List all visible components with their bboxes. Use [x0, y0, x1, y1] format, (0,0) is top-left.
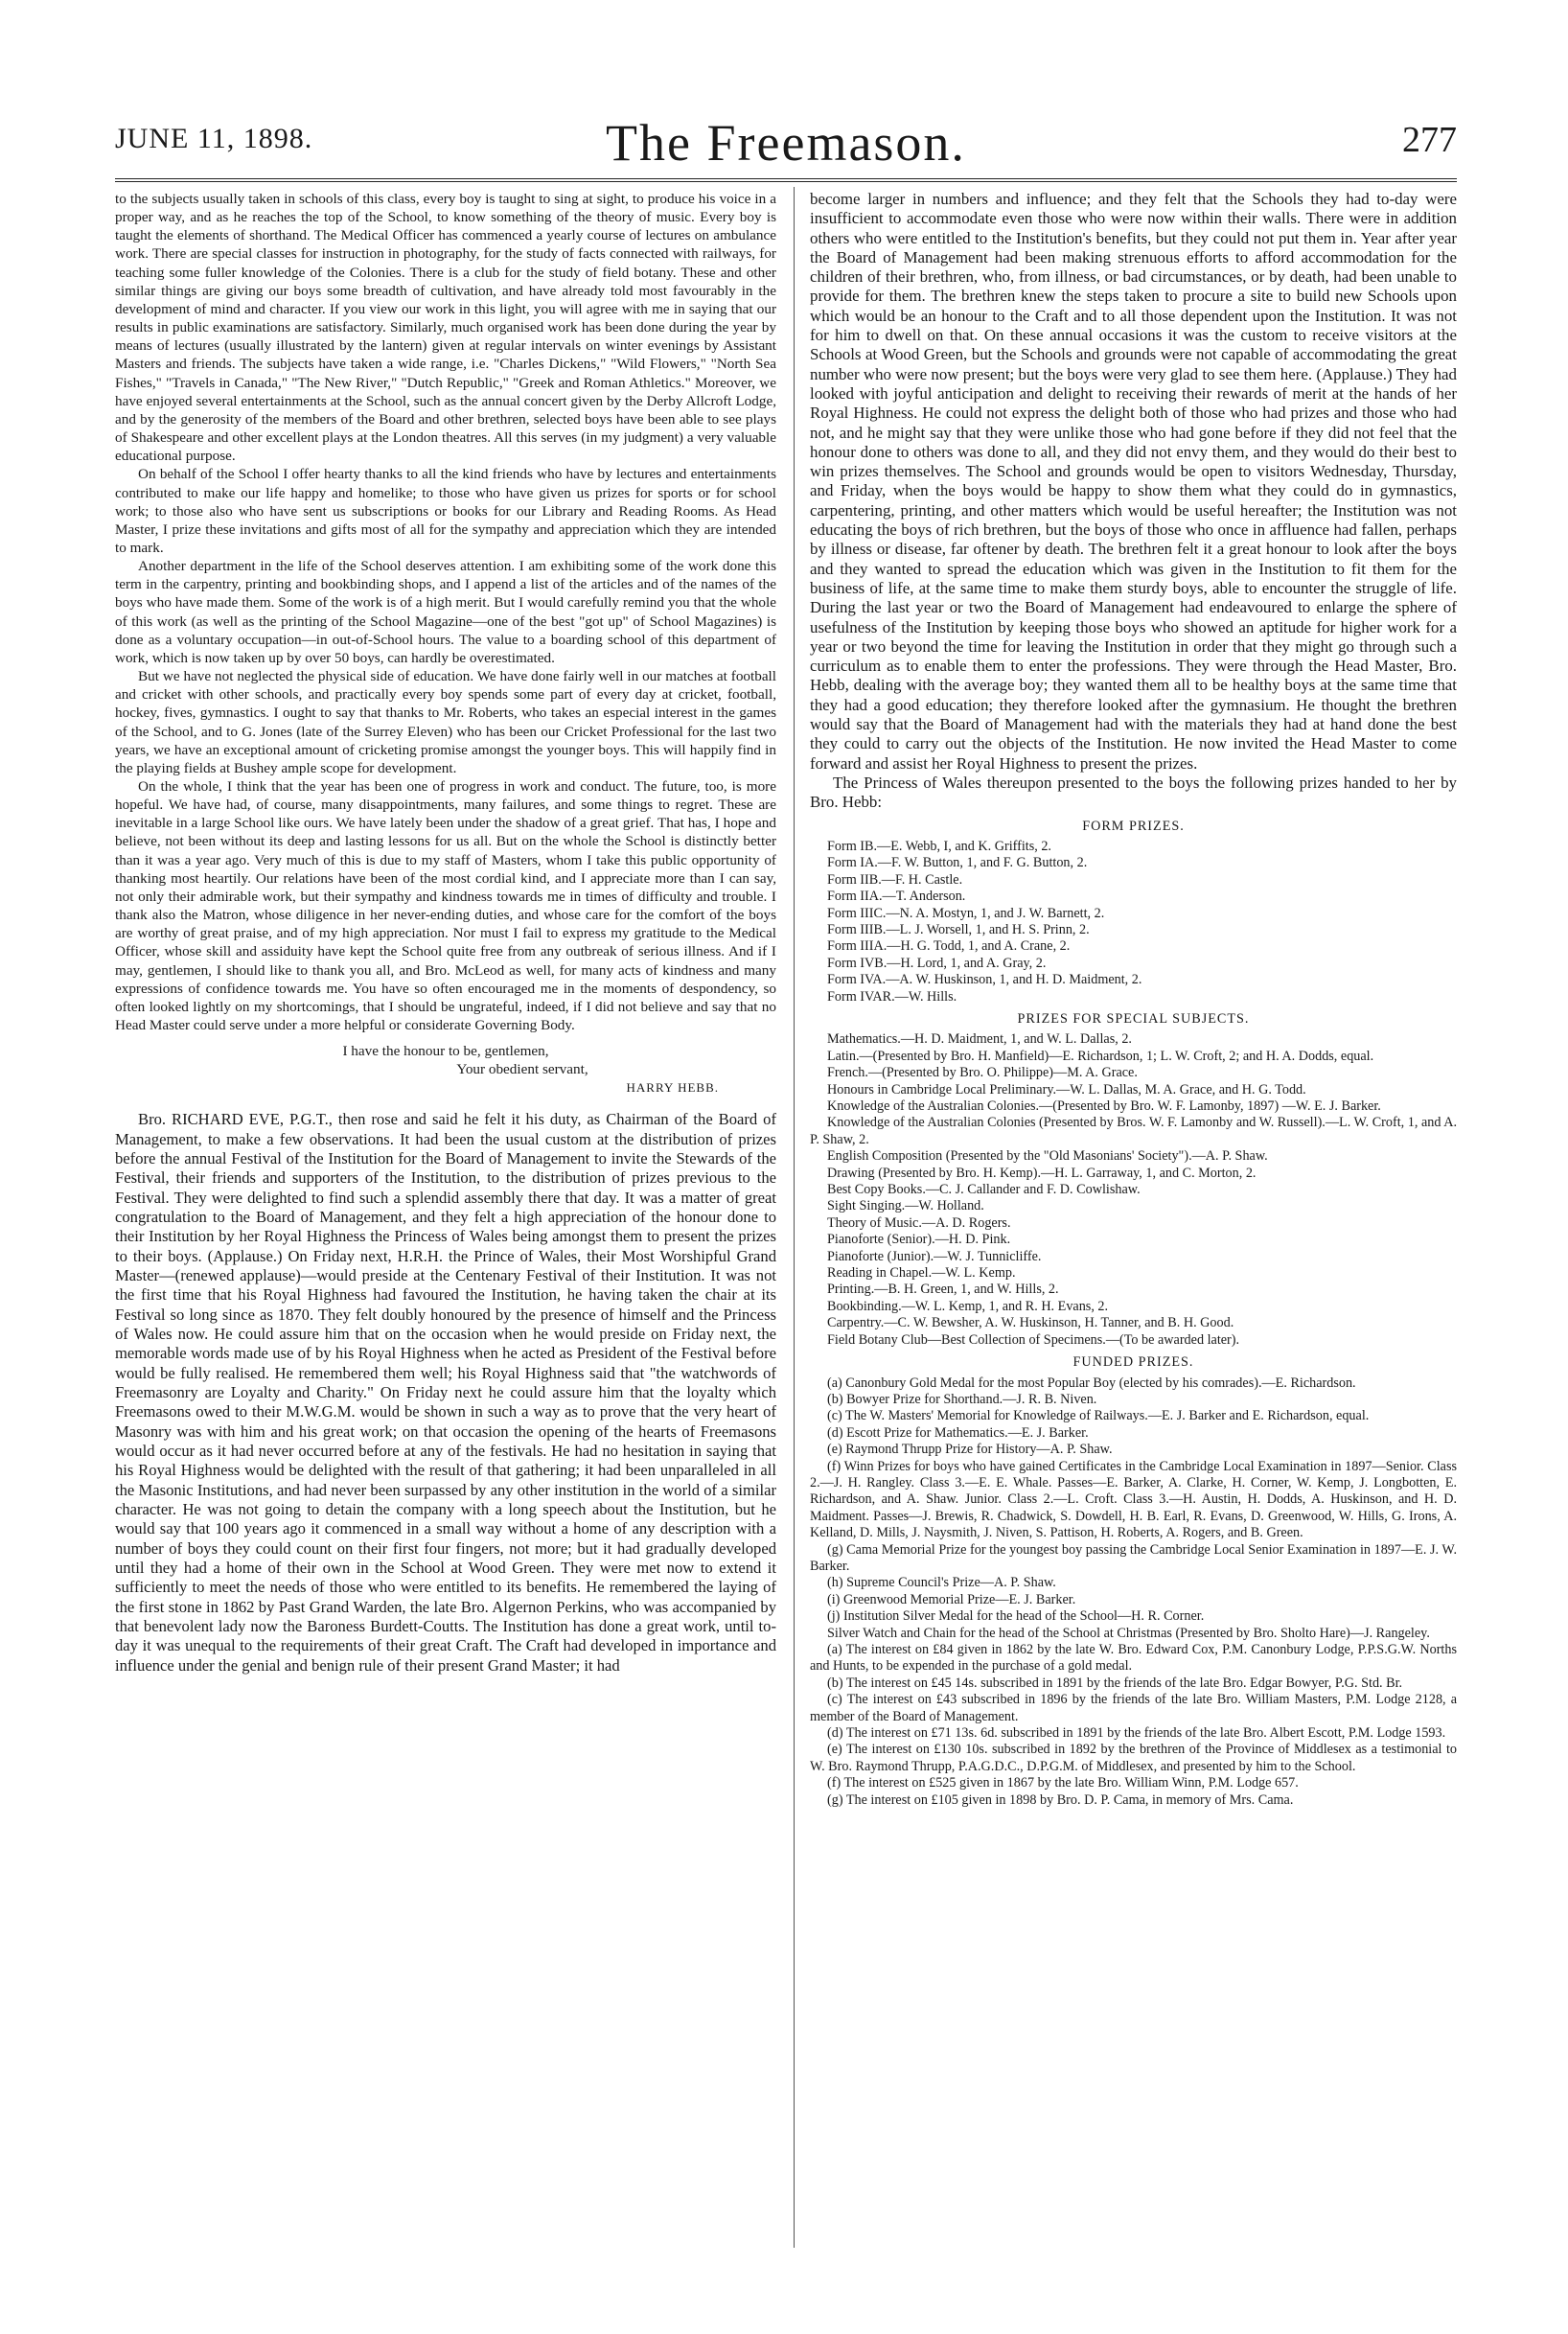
list-item: Form IIB.—F. H. Castle.: [827, 871, 963, 888]
list-item: (b) Bowyer Prize for Shorthand.—J. R. B. Niven.: [827, 1391, 1097, 1407]
form-prizes-heading: FORM PRIZES.: [1082, 818, 1185, 834]
list-item: Form IA.—F. W. Button, 1, and F. G. Button, 2.: [827, 855, 1088, 871]
prize-lists: [810, 819, 1457, 1810]
list-item: Theory of Music.—A. D. Rogers.: [827, 1214, 1011, 1231]
header-rule: [115, 178, 1457, 182]
list-item: (b) The interest on £45 14s. subscribed in 1891 by the friends of the late Bro. Edgar Bowyer, P.G. Std. Br.: [827, 1675, 1403, 1691]
list-item: Carpentry.—C. W. Bewsher, A. W. Huskinson, H. Tanner, and B. H. Good.: [827, 1315, 1234, 1331]
list-item: Silver Watch and Chain for the head of the School at Christmas (Presented by Bro. Sholto Hare)—J. Rangeley.: [827, 1625, 1430, 1641]
masthead: [115, 113, 1457, 180]
list-item: Form IVA.—A. W. Huskinson, 1, and H. D. Maidment, 2.: [827, 972, 1142, 988]
special-prizes-list: [810, 1031, 1457, 1349]
funded-prizes-list: [810, 1375, 1457, 1810]
list-item: Best Copy Books.—C. J. Callander and F. D. Cowlishaw.: [827, 1182, 1141, 1198]
signoff-line: Your obedient servant,: [456, 1061, 588, 1078]
list-item: Drawing (Presented by Bro. H. Kemp).—H. L. Garraway, 1, and C. Morton, 2.: [827, 1165, 1257, 1181]
issue-date: JUNE 11, 1898.: [115, 123, 313, 154]
signoff-name: HARRY HEBB.: [626, 1080, 719, 1096]
list-item: Pianoforte (Senior).—H. D. Pink.: [827, 1232, 1011, 1248]
page-number: 277: [1402, 120, 1457, 160]
list-item: (g) Cama Memorial Prize for the youngest boy passing the Cambridge Local Senior Examination in 1897—E. J. W. Barker.: [810, 1541, 1457, 1574]
list-item: (d) The interest on £71 13s. 6d. subscribed in 1891 by the friends of the late Bro. Albert Escott, P.M. Lodge 1593.: [827, 1725, 1446, 1742]
list-item: Form IIIB.—L. J. Worsell, 1, and H. S. Prinn, 2.: [827, 921, 1090, 937]
speech-paragraph: Bro. RICHARD EVE, P.G.T., then rose and said he felt it his duty, as Chairman of the Board of Management, to make a few observations. It had been the usual custom at the distribution of prizes before the annual Festival of the Institution for the Board of Management to invite the Stewards of the Festival, their friends and supporters of the Institution, to the distribution of prizes previous to the Festival. They were delighted to find such a splendid assembly there that day. It was a matter of great congratulation to the Board of Management, and they felt a high appreciation of the honour done to their Institution by her Royal Highness the Princess of Wales being amongst them to present the prizes to their boys. (Applause.) On Friday next, H.R.H. the Prince of Wales, their Most Worshipful Grand Master—(renewed applause)—would preside at the Centenary Festival of their Institution. It was not the first time that his Royal Highness had favoured the Institution, he having taken the chair at its Festival so long since as 1870. They felt doubly honoured by the presence of himself and the Princess of Wales now. He could assure him that on the occasion when he would preside on Friday next, the memorable words made use of by his Royal Highness when he acted as President of the Festival before would be fully realised. He remembered them well; his Royal Highness said that "the watchwords of Freemasonry are Loyalty and Charity." On Friday next he could assure him that the loyalty which Freemasons owed to their M.W.G.M. would be shown in such a way as to prove that the very heart of Masonry was with him and his great work; on that occasion the opening of the hearts of Freemasons would occur as it had never occurred before at any of the festivals. He had no hesitation in saying that his Royal Highness would be delighted with the result of that gathering; it had been unparalleled in all the Masonic Institutions, and had never been surpassed by any other institution in the world of a similar character. He was not going to detain the company with a long speech about the Institution, but he would say that 100 years ago it commenced in a small way without a home of any description with a number of boys they could count on their first four fingers, not more; but it had gradually developed until they had a home of their own in the School at Wood Green. They were met now to extend it sufficiently to meet the needs of those who were entitled to its benefits. He remembered the laying of the first stone in 1862 by Past Grand Warden, the late Bro. Algernon Perkins, who was accompanied by that benevolent lady now the Baroness Burdett-Coutts. The Institution has done a great work, until to-day it was unequal to the requirements of their great Craft. The Craft had developed in importance and influence under the genial and benign rule of their present Grand Master; it had: [115, 1110, 776, 1675]
list-item: (f) The interest on £525 given in 1867 by the late Bro. William Winn, P.M. Lodge 657.: [827, 1775, 1299, 1791]
list-item: Pianoforte (Junior).—W. J. Tunnicliffe.: [827, 1248, 1042, 1264]
signoff-line: I have the honour to be, gentlemen,: [342, 1043, 549, 1060]
prize-intro: The Princess of Wales thereupon presented to the boys the following prizes handed to her by Bro. Hebb:: [810, 773, 1457, 812]
speech-paragraph: become larger in numbers and influence; and they felt that the Schools they had to-day were insufficient to accommodate even those who were now within their walls. There were in addition others who were entitled to the Institution's benefits, but they could not put them in. Year after year the Board of Management had been making strenuous efforts to afford accommodation for the children of their brethren, who, from illness, or bad circumstances, or by death, had been unable to provide for them. The brethren knew the steps taken to procure a site to build new Schools upon which would be an honour to the Craft and to all those dependent upon the Institution. It was not for him to dwell on that. On these annual occasions it was the custom to receive visitors at the Schools at Wood Green, but the Schools and grounds were not capable of accommodating the great number who were now present; but the boys were very glad to see them here. (Applause.) They had looked with joyful anticipation and delight to receiving their rewards of merit at the hands of her Royal Highness. He could not express the delight both of those who had prizes and those who had not, and he might say that they were unlike those who had gone before if they did not feel that the honour done to others was done to all, and they did not envy them, and they would do their best to win prizes themselves. The School and grounds would be open to visitors Wednesday, Thursday, and Friday, when the boys would be happy to show them what they could do in gymnastics, carpentering, printing, and other matters which would be useful hereafter; the Institution was not educating the boys of rich brethren, but the boys of those who once in affluence had fallen, perhaps by illness or disease, far oftener by death. The brethren felt it a great honour to look after the boys and they wanted to spread the education which was given in the Institution to fit them for the business of life, at the same time to make them sturdy boys, able to encounter the struggle of life. During the last year or two the Board of Management had endeavoured to enlarge the sphere of usefulness of the Institution by keeping those boys who showed an aptitude for higher work for a year or two beyond the time for leaving the Institution in order that they might go through such a curriculum as to enable them to enter the professions. They were through the Head Master, Bro. Hebb, dealing with the average boy; they wanted them all to be healthy boys at the same time that they had a good education; they therefore looked after the gymnasium. He thought the brethren would say that the Board of Management had with the materials they had at hand done the best they could to carry out the objects of the Institution. He now invited the Head Master to come forward and assist her Royal Highness to present the prizes.: [810, 190, 1457, 773]
list-item: Form IIIA.—H. G. Todd, 1, and A. Crane, 2.: [827, 938, 1071, 955]
list-item: (d) Escott Prize for Mathematics.—E. J. Barker.: [827, 1424, 1089, 1441]
list-item: (f) Winn Prizes for boys who have gained Certificates in the Cambridge Local Examination in 1897—Senior. Class 2.—J. H. Rangley. Class 3.—E. E. Whale. Passes—E. Barker, A. Clarke, H. Corner, W. Kemp, J. Longbotten, E. Richardson, and A. Shaw. Junior. Class 2.—L. Croft. Class 3.—H. Austin, H. Dodds, A. Huskinson, and H. D. Maidment. Passes—J. Brewis, R. Chadwick, S. Dowdell, H. B. Earl, R. Evans, D. Greenwood, W. Hills, G. Irons, A. Kelland, D. Mills, J. Naysmith, J. Niven, S. Pattison, H. Roberts, A. Rogers, and B. Green.: [810, 1458, 1457, 1541]
publication-title: The Freemason.: [606, 114, 966, 172]
list-item: Form IIA.—T. Anderson.: [827, 889, 966, 905]
funded-prizes-heading: FUNDED PRIZES.: [1072, 1354, 1194, 1371]
list-item: (c) The interest on £43 subscribed in 1896 by the friends of the late Bro. William Masters, P.M. Lodge 2128, a member of the Board of Management.: [810, 1692, 1457, 1724]
list-item: Field Botany Club—Best Collection of Specimens.—(To be awarded later).: [827, 1331, 1240, 1348]
list-item: Form IVAR.—W. Hills.: [827, 988, 957, 1005]
list-item: Form IVB.—H. Lord, 1, and A. Gray, 2.: [827, 955, 1047, 971]
right-column: [810, 190, 1457, 1809]
list-item: French.—(Presented by Bro. O. Philippe)—M. A. Grace.: [827, 1065, 1138, 1081]
list-item: (e) Raymond Thrupp Prize for History—A. P. Shaw.: [827, 1442, 1113, 1458]
list-item: Form IB.—E. Webb, I, and K. Griffits, 2.: [827, 838, 1051, 854]
list-item: Honours in Cambridge Local Preliminary.—W. L. Dallas, M. A. Grace, and H. G. Todd.: [827, 1081, 1306, 1098]
list-item: Mathematics.—H. D. Maidment, 1, and W. L. Dallas, 2.: [827, 1031, 1132, 1048]
chairman-speech: [115, 1110, 776, 1675]
list-item: (a) The interest on £84 given in 1862 by the late W. Bro. Edward Cox, P.M. Canonbury Lodge, P.P.S.G.W. Norths and Hunts, to be expended in the purchase of a gold medal.: [810, 1642, 1457, 1675]
left-column: [115, 190, 776, 1675]
list-item: (j) Institution Silver Medal for the head of the School—H. R. Corner.: [827, 1608, 1205, 1625]
signoff: [115, 1042, 776, 1097]
list-item: Sight Singing.—W. Holland.: [827, 1198, 984, 1214]
column-divider: [794, 187, 795, 2248]
report-paragraph: Another department in the life of the School deserves attention. I am exhibiting some of the work done this term in the carpentry, printing and bookbinding shops, and I append a list of the articles and of the names of the boys who have made them. Some of the work is of a high merit. But I would carefully remind you that the whole of this work (as well as the printing of the School Magazine—one of the best "got up" of School Magazines) is done as a voluntary occupation—in out-of-School hours. The value to a boarding school of this department of work, which is now taken up by over 50 boys, can hardly be overestimated.: [115, 558, 776, 666]
list-item: (e) The interest on £130 10s. subscribed in 1892 by the brethren of the Province of Middlesex as a testimonial to W. Bro. Raymond Thrupp, P.A.G.D.C., D.P.G.M. of Middlesex, and presented by him to the School.: [810, 1742, 1457, 1774]
list-item: Printing.—B. H. Green, 1, and W. Hills, 2.: [827, 1282, 1059, 1298]
list-item: English Composition (Presented by the "Old Masonians' Society").—A. P. Shaw.: [827, 1148, 1268, 1165]
list-item: Bookbinding.—W. L. Kemp, 1, and R. H. Evans, 2.: [827, 1298, 1109, 1314]
report-paragraph: On behalf of the School I offer hearty thanks to all the kind friends who have by lectures and entertainments contributed to make our life happy and homelike; to those who have given us prizes for sports or for school work; to those also who have sent us subscriptions or books for our Library and Reading Rooms. As Head Master, I prize these invitations and gifts most of all for the sympathy and appreciation which they are intended to mark.: [115, 466, 776, 556]
speech-continuation: [810, 190, 1457, 813]
list-item: Knowledge of the Australian Colonies (Presented by Bros. W. F. Lamonby and W. Russell).—L. W. Croft, 1, and A. P. Shaw, 2.: [810, 1115, 1457, 1147]
list-item: Reading in Chapel.—W. L. Kemp.: [827, 1265, 1016, 1282]
list-item: (g) The interest on £105 given in 1898 by Bro. D. P. Cama, in memory of Mrs. Cama.: [827, 1791, 1294, 1808]
list-item: Knowledge of the Australian Colonies.—(Presented by Bro. W. F. Lamonby, 1897) —W. E. J. Barker.: [827, 1098, 1381, 1114]
list-item: (h) Supreme Council's Prize—A. P. Shaw.: [827, 1575, 1056, 1591]
list-item: (a) Canonbury Gold Medal for the most Popular Boy (elected by his comrades).—E. Richardson.: [827, 1375, 1356, 1391]
list-item: Latin.—(Presented by Bro. H. Manfield)—E. Richardson, 1; L. W. Croft, 2; and H. A. Dodds, equal.: [827, 1048, 1374, 1064]
list-item: Form IIIC.—N. A. Mostyn, 1, and J. W. Barnett, 2.: [827, 905, 1105, 921]
special-prizes-heading: PRIZES FOR SPECIAL SUBJECTS.: [1017, 1010, 1250, 1027]
form-prizes-list: [810, 839, 1457, 1005]
report-paragraph: But we have not neglected the physical side of education. We have done fairly well in our matches at football and cricket with other schools, and practically every boy spends some part of every day at cricket, football, hockey, fives, gymnastics. I ought to say that thanks to Mr. Roberts, who takes an especial interest in the games of the School, and to G. Jones (late of the Surrey Eleven) who has been our Cricket Professional for the last two years, we have an exceptional amount of cricketing promise amongst the younger boys. This will happily find in the playing fields at Bushey ample scope for development.: [115, 668, 776, 776]
list-item: (i) Greenwood Memorial Prize—E. J. Barker.: [827, 1591, 1076, 1607]
report-paragraph: On the whole, I think that the year has been one of progress in work and conduct. The future, too, is more hopeful. We have had, of course, many disappointments, many failures, and some things to regret. These are inevitable in a large School like ours. We have lately been under the shadow of a great grief. That has, I hope and believe, not been without its deep and lasting lessons for us all. But on the whole the School is distinctly better than it was a year ago. Very much of this is due to my staff of Masters, whom I take this public opportunity of thanking most heartily. Our relations have been of the most cordial kind, and I appreciate more than I can say, not only their admirable work, but their sympathy and kindness towards me in times of difficulty and trouble. I thank also the Matron, whose diligence in her never-ending duties, and whose care for the comfort of the boys are worthy of great praise, and of my high appreciation. Nor must I fail to express my gratitude to the Medical Officer, whose skill and assiduity have kept the School quite free from any outbreak of serious illness. And if I may, gentlemen, I should like to thank you all, and Bro. McLeod as well, for many acts of kindness and many expressions of confidence towards me. You have so often encouraged me in the moments of despondency, so often looked lightly on my shortcomings, that I should be ungrateful, indeed, if I did not believe and say that no Head Master could serve under a more helpful or considerate Governing Body.: [115, 778, 776, 1034]
list-item: (c) The W. Masters' Memorial for Knowledge of Railways.—E. J. Barker and E. Richardson, equal.: [827, 1408, 1370, 1424]
report-paragraph: to the subjects usually taken in schools of this class, every boy is taught to sing at sight, to produce his voice in a proper way, and as he reaches the top of the School, to know something of the theory of music. Every boy is taught the elements of shorthand. The Medical Officer has commenced a yearly course of lectures on ambulance work. There are special classes for instruction in photography, for the study of facts connected with railways, for teaching some fuller knowledge of the Colonies. There is a club for the study of field botany. These and other similar things are giving our boys some breadth of cultivation, and have already told most favourably in the development of mind and character. If you view our work in this light, you will agree with me in saying that our results in public examinations are satisfactory. Similarly, much organised work has been done during the year by means of lectures (usually illustrated by the lantern) given at regular intervals on winter evenings by Assistant Masters and friends. The subjects have taken a wide range, i.e. "Charles Dickens," "Wild Flowers," "North Sea Fishes," "Travels in Canada," "The New River," "Dutch Republic," "Greek and Roman Athletics." Moreover, we have enjoyed several entertainments at the School, such as the annual concert given by the Derby Allcroft Lodge, and by the generosity of the members of the Board and other brethren, selected boys have been able to see plays of Shakespeare and other excellent plays at the London theatres. All this serves (in my judgment) a very valuable educational purpose.: [115, 191, 776, 465]
